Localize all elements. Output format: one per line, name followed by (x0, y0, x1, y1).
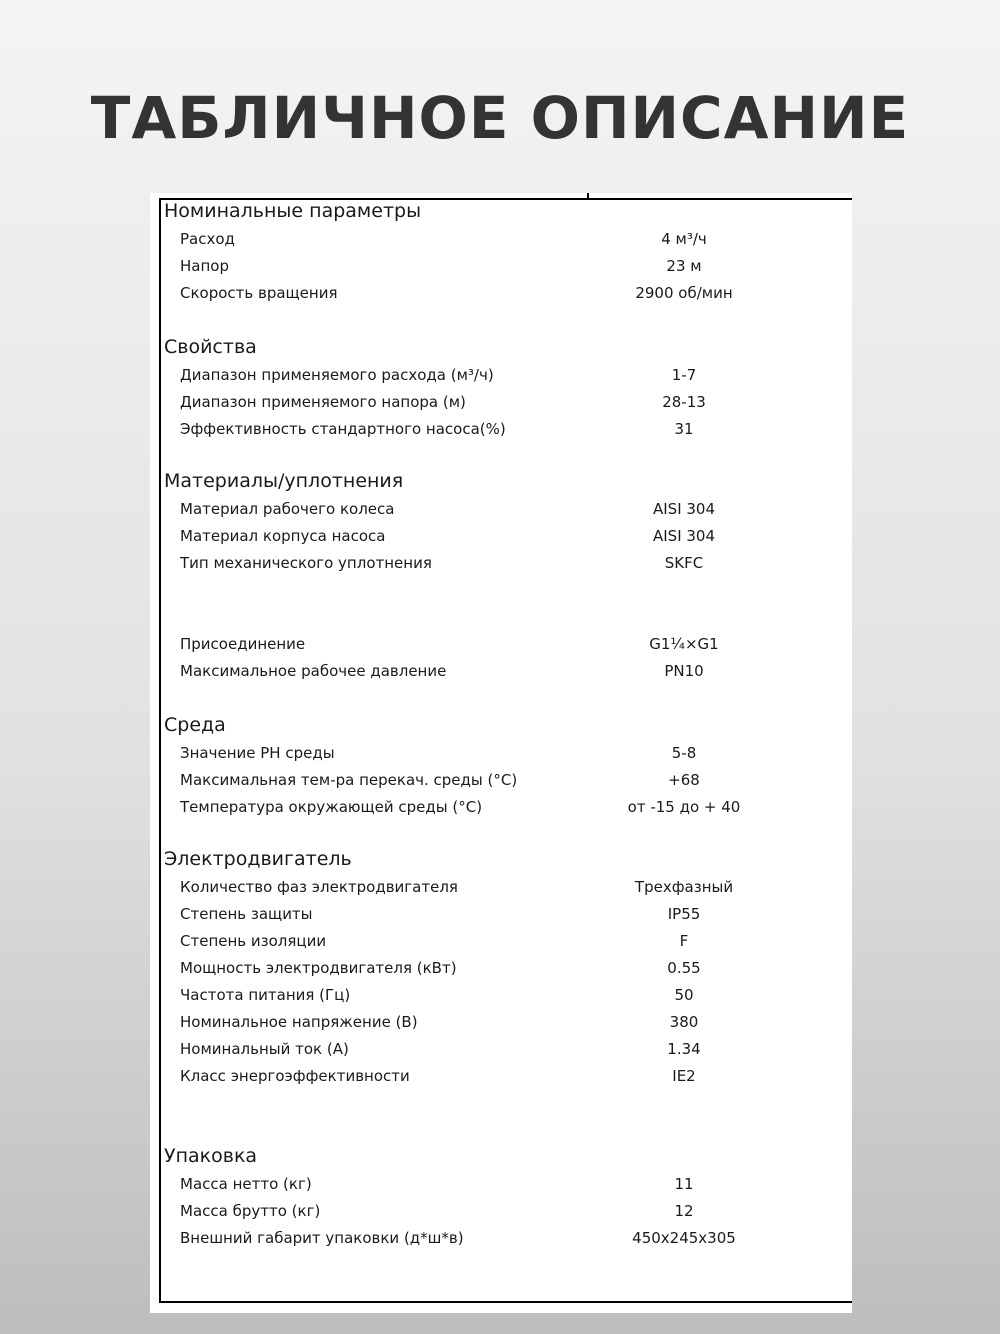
spec-row (150, 1011, 852, 1033)
spec-name: Расход (180, 230, 235, 248)
spec-name: Максимальная тем-ра перекач. среды (°C) (180, 771, 518, 789)
spec-row (150, 930, 852, 952)
bottom-border (159, 1301, 852, 1303)
section-heading-packaging: Упаковка (164, 1145, 258, 1167)
spec-name: Диапазон применяемого расхода (м³/ч) (180, 366, 494, 384)
spec-value: 0.55 (667, 959, 701, 977)
spec-row (150, 364, 852, 386)
spec-value: 380 (669, 1013, 699, 1031)
spec-value: 31 (674, 420, 694, 438)
spec-row (150, 633, 852, 655)
spec-value: PN10 (664, 662, 704, 680)
spec-value: 50 (674, 986, 694, 1004)
spec-name: Скорость вращения (180, 284, 338, 302)
spec-row (150, 957, 852, 979)
spec-name: Максимальное рабочее давление (180, 662, 447, 680)
section-heading-motor: Электродвигатель (164, 848, 352, 870)
spec-value: 28-13 (662, 393, 706, 411)
spec-row (150, 796, 852, 818)
spec-row (150, 391, 852, 413)
section-heading-materials: Материалы/уплотнения (164, 470, 404, 492)
spec-name: Номинальное напряжение (В) (180, 1013, 418, 1031)
spec-value: +68 (668, 771, 700, 789)
spec-name: Частота питания (Гц) (180, 986, 351, 1004)
spec-name: Степень защиты (180, 905, 313, 923)
spec-row (150, 984, 852, 1006)
spec-value: 450x245x305 (632, 1229, 736, 1247)
spec-value: AISI 304 (652, 500, 716, 518)
section-heading-nominal: Номинальные параметры (164, 200, 422, 222)
spec-value: IE2 (672, 1067, 696, 1085)
spec-value: SKFC (664, 554, 704, 572)
spec-value: от -15 до + 40 (627, 798, 741, 816)
section-heading-medium: Среда (164, 714, 226, 736)
spec-name: Материал корпуса насоса (180, 527, 386, 545)
spec-sheet (150, 193, 852, 1313)
spec-row (150, 552, 852, 574)
spec-row (150, 660, 852, 682)
spec-name: Напор (180, 257, 229, 275)
spec-row (150, 769, 852, 791)
spec-value: 1.34 (667, 1040, 701, 1058)
spec-name: Присоединение (180, 635, 306, 653)
page-title: ТАБЛИЧНОЕ ОПИСАНИЕ (90, 84, 910, 152)
spec-row (150, 498, 852, 520)
spec-name: Эффективность стандартного насоса(%) (180, 420, 506, 438)
spec-row (150, 903, 852, 925)
spec-row (150, 1038, 852, 1060)
spec-name: Диапазон применяемого напора (м) (180, 393, 466, 411)
spec-value: IP55 (667, 905, 701, 923)
spec-value: Трехфазный (634, 878, 734, 896)
spec-value: 11 (674, 1175, 694, 1193)
spec-name: Тип механического уплотнения (180, 554, 432, 572)
spec-row (150, 228, 852, 250)
spec-row (150, 525, 852, 547)
spec-row (150, 1173, 852, 1195)
spec-value: 12 (674, 1202, 694, 1220)
spec-row (150, 255, 852, 277)
spec-name: Температура окружающей среды (°C) (180, 798, 483, 816)
spec-value: 5-8 (671, 744, 697, 762)
spec-name: Количество фаз электродвигателя (180, 878, 458, 896)
spec-name: Материал рабочего колеса (180, 500, 395, 518)
spec-value: F (679, 932, 689, 950)
spec-value: AISI 304 (652, 527, 716, 545)
spec-value: 2900 об/мин (635, 284, 733, 302)
spec-name: Номинальный ток (А) (180, 1040, 349, 1058)
spec-value: 1-7 (671, 366, 697, 384)
spec-value: 4 м³/ч (661, 230, 707, 248)
spec-row (150, 1227, 852, 1249)
spec-name: Значение PH среды (180, 744, 335, 762)
spec-row (150, 1200, 852, 1222)
spec-value: 23 м (666, 257, 702, 275)
spec-name: Класс энергоэффективности (180, 1067, 410, 1085)
spec-name: Внешний габарит упаковки (д*ш*в) (180, 1229, 464, 1247)
spec-name: Мощность электродвигателя (кВт) (180, 959, 457, 977)
spec-row (150, 1065, 852, 1087)
spec-name: Степень изоляции (180, 932, 327, 950)
spec-name: Масса брутто (кг) (180, 1202, 321, 1220)
spec-name: Масса нетто (кг) (180, 1175, 312, 1193)
spec-row (150, 876, 852, 898)
spec-row (150, 282, 852, 304)
spec-row (150, 418, 852, 440)
spec-row (150, 742, 852, 764)
section-heading-properties: Свойства (164, 336, 257, 358)
spec-value: G1¼×G1 (649, 635, 719, 653)
